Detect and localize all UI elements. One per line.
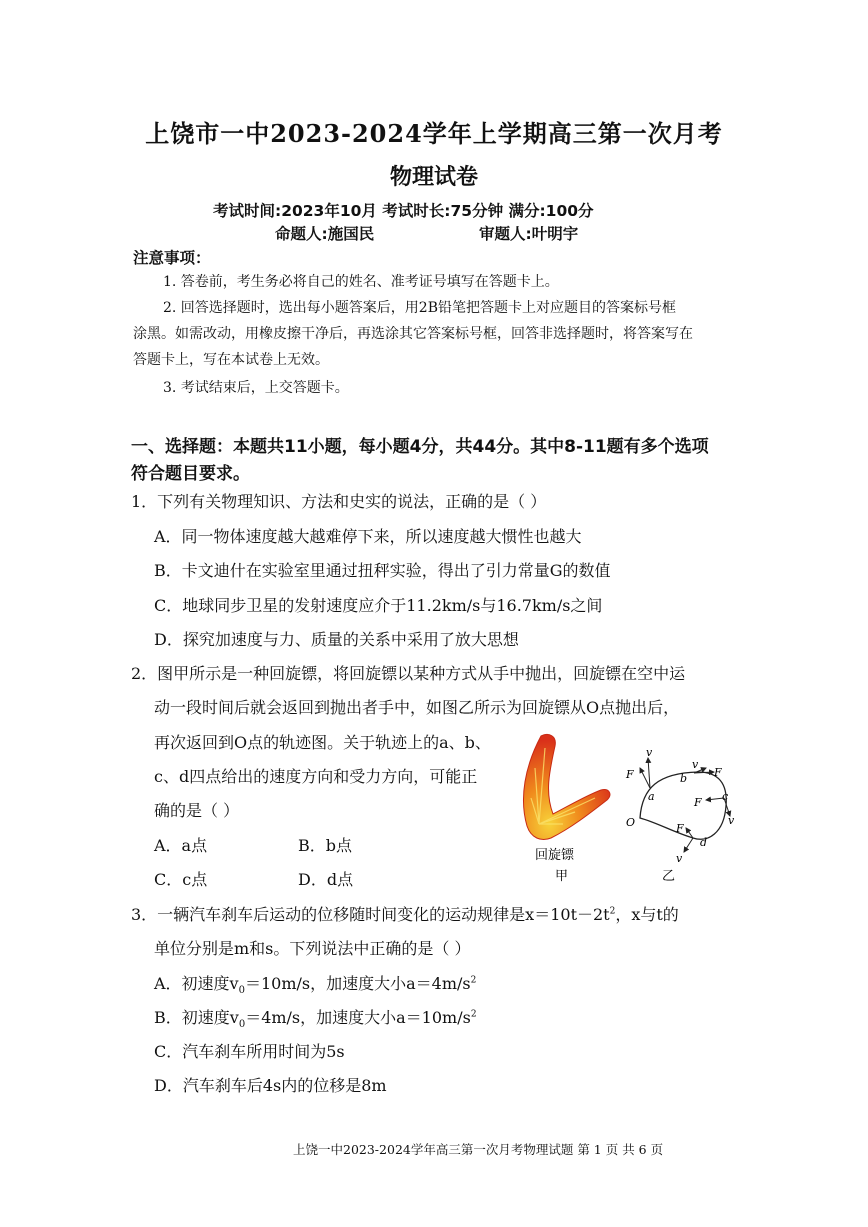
velocity-label-d: v — [676, 852, 683, 865]
boomerang-figure — [505, 728, 625, 888]
q3-option-c: C．汽车刹车所用时间为5s — [154, 1042, 345, 1061]
point-d-label: d — [700, 836, 708, 849]
notice-item-2-line-1: 2. 回答选择题时，选出每小题答案后，用2B铅笔把答题卡上对应题目的答案标号框 — [163, 300, 677, 316]
trajectory-figure — [618, 728, 748, 888]
notice-item-2-line-3: 答题卡上，写在本试卷上无效。 — [133, 352, 329, 368]
boomerang-label: 回旋镖 — [535, 848, 575, 863]
exam-title: 上饶市一中2023-2024学年上学期高三第一次月考 — [145, 119, 723, 148]
velocity-label-c: v — [728, 814, 735, 827]
force-label-a: F — [626, 768, 634, 781]
q2-option-c: C．c点 — [154, 870, 208, 889]
point-c-label: c — [722, 790, 729, 803]
q2-stem-line-2: 动一段时间后就会返回到抛出者手中，如图乙所示为回旋镖从O点抛出后， — [154, 698, 680, 717]
q2-stem-line-1: 2．图甲所示是一种回旋镖，将回旋镖以某种方式从手中抛出，回旋镖在空中运 — [131, 664, 686, 683]
q1-stem: 1．下列有关物理知识、方法和史实的说法，正确的是（ ） — [131, 492, 547, 511]
point-o-label: O — [626, 816, 636, 829]
figure-jia-label: 甲 — [555, 869, 569, 884]
section-1-heading: 一、选择题：本题共11小题，每小题4分，共44分。其中8-11题有多个选项 — [131, 437, 709, 457]
q1-option-d: D．探究加速度与力、质量的关系中采用了放大思想 — [154, 630, 519, 649]
q3-stem-line-2: 单位分别是m和s。下列说法中正确的是（ ） — [154, 939, 471, 958]
q3-stem-line-1: 3．一辆汽车刹车后运动的位移随时间变化的运动规律是$x=10t-2t^2$，x与t的 — [131, 905, 679, 924]
q2-option-a: A．a点 — [154, 836, 208, 855]
velocity-label-a: v — [646, 746, 653, 759]
q2-stem-line-4: c、d四点给出的速度方向和受力方向，可能正 — [154, 767, 478, 786]
exam-proposer: 命题人:施国民 — [275, 225, 375, 243]
velocity-label-b: v — [692, 758, 699, 771]
notice-item-2-line-2: 涂黑。如需改动，用橡皮擦干净后，再选涂其它答案标号框，回答非选择题时，将答案写在 — [133, 326, 693, 342]
q1-option-a: A．同一物体速度越大越难停下来，所以速度越大惯性也越大 — [154, 527, 582, 546]
section-1-heading-cont: 符合题目要求。 — [131, 464, 250, 484]
point-b-label: b — [680, 772, 688, 785]
exam-info-line: 考试时间:2023年10月 考试时长:75分钟 满分:100分 — [213, 202, 594, 220]
q3-option-a: A．初速度$v_0=10m/s$，加速度大小$a=4m/s^2$ — [154, 974, 477, 997]
q1-option-c: C．地球同步卫星的发射速度应介于11.2km/s与16.7km/s之间 — [154, 596, 603, 615]
notice-item-1: 1. 答卷前，考生务必将自己的姓名、准考证号填写在答题卡上。 — [163, 274, 559, 290]
force-label-b: F — [714, 766, 722, 779]
figure-yi-label: 乙 — [662, 869, 676, 884]
q2-option-b: B．b点 — [298, 836, 353, 855]
q2-option-d: D．d点 — [298, 870, 354, 889]
q3-option-d: D．汽车刹车后4s内的位移是8m — [154, 1076, 387, 1095]
q2-stem-line-3: 再次返回到O点的轨迹图。关于轨迹上的a、b、 — [154, 733, 491, 752]
q1-option-b: B．卡文迪什在实验室里通过扭秤实验，得出了引力常量G的数值 — [154, 561, 611, 580]
notice-heading: 注意事项： — [133, 249, 211, 267]
point-a-label: a — [648, 790, 655, 803]
force-label-c: F — [694, 796, 702, 809]
q2-stem-line-5: 确的是（ ） — [154, 801, 240, 820]
q3-option-b: B．初速度$v_0=4m/s$，加速度大小$a=10m/s^2$ — [154, 1008, 477, 1031]
exam-reviewer: 审题人:叶明宇 — [479, 225, 579, 243]
force-label-d: F — [676, 822, 684, 835]
exam-subtitle: 物理试卷 — [389, 164, 478, 190]
notice-item-3: 3. 考试结束后，上交答题卡。 — [163, 380, 349, 396]
page-footer: 上饶一中2023-2024学年高三第一次月考物理试题 第 1 页 共 6 页 — [293, 1142, 664, 1157]
